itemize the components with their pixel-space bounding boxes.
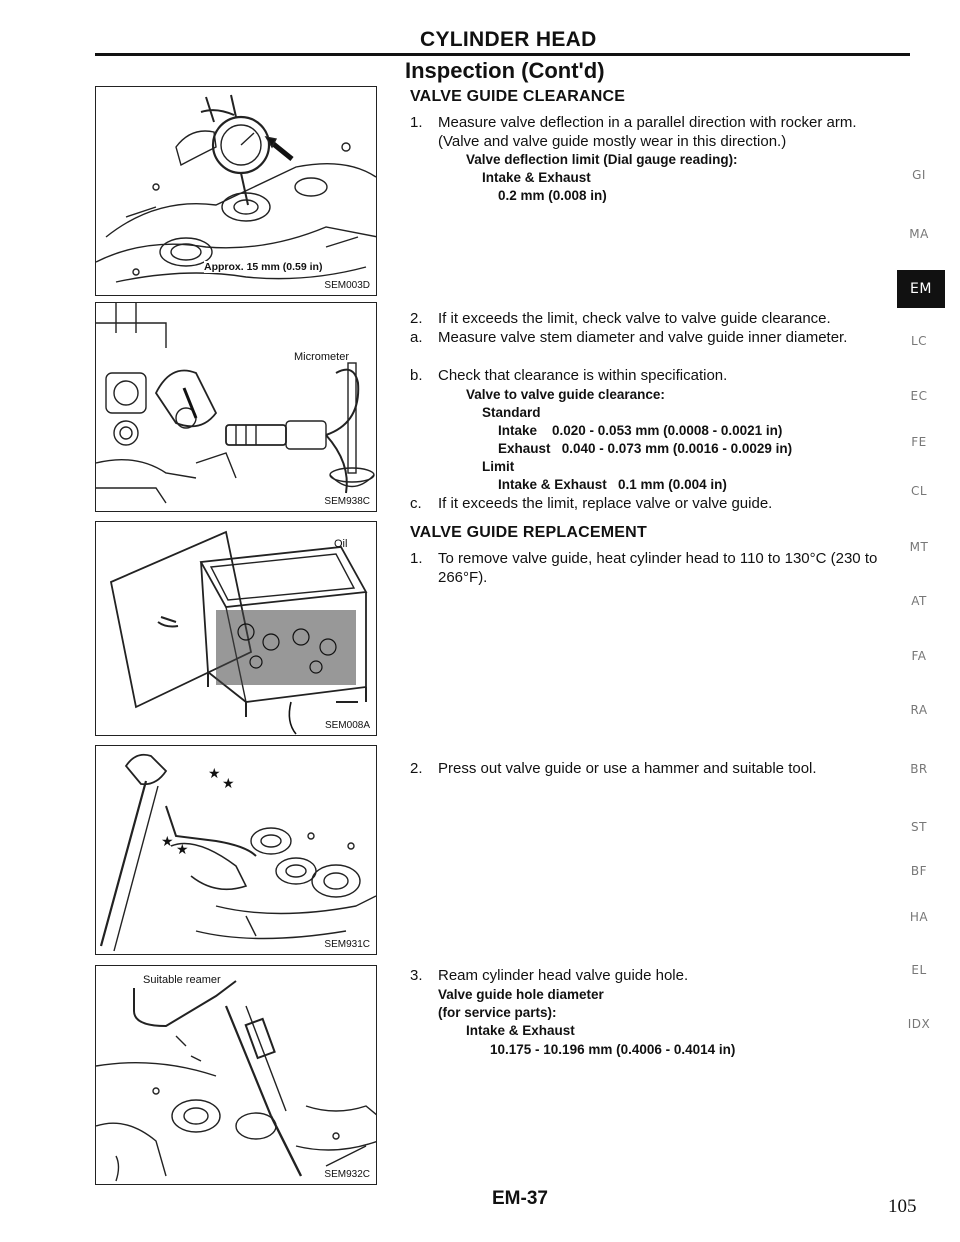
side-tab-idx[interactable]: IDX [907,1017,931,1031]
figure-reamer [95,965,377,1185]
hammer-illustration [96,746,377,955]
svg-text:★: ★ [222,776,235,792]
figure-label-approx: Approx. 15 mm (0.59 in) [204,261,323,273]
page-subtitle: Inspection (Cont'd) [405,58,605,83]
figure-code: SEM938C [324,496,370,507]
side-tab-bf[interactable]: BF [910,864,928,878]
figure-oil-bath [95,521,377,736]
replacement-step-3: 3. Ream cylinder head valve guide hole. [410,967,689,984]
figure-hammer [95,745,377,955]
spec-hole-value: 10.175 - 10.196 mm (0.4006 - 0.4014 in) [490,1042,736,1057]
side-tab-fe[interactable]: FE [911,435,927,449]
spec-clearance-limit-value: Intake & Exhaust 0.1 mm (0.004 in) [498,477,727,492]
side-tab-fa[interactable]: FA [911,649,927,663]
spec-hole-title: Valve guide hole diameter [438,987,604,1002]
spec-deflection-sub: Intake & Exhaust [482,170,591,185]
side-tab-ec[interactable]: EC [910,389,928,403]
side-tab-ra[interactable]: RA [910,703,928,717]
micrometer-illustration [96,303,377,512]
clearance-step-c: c. If it exceeds the limit, replace valve or valve guide. [410,495,773,512]
figure-code: SEM931C [324,939,370,950]
oil-bath-illustration [96,522,377,736]
spec-clearance-intake: Intake 0.020 - 0.053 mm (0.0008 - 0.0021 in) [498,423,783,438]
svg-text:★: ★ [161,834,174,850]
side-tab-st[interactable]: ST [911,820,927,834]
clearance-step-a: a. Measure valve stem diameter and valve guide inner diameter. [410,329,848,346]
figure-label-micrometer: Micrometer [294,351,350,363]
side-tab-gi[interactable]: GI [912,168,926,182]
svg-text:★: ★ [176,842,189,858]
replacement-step-1: 1. To remove valve guide, heat cylinder head to 110 to 130°C (230 to 266°F). [410,550,878,586]
figure-code: SEM003D [324,280,370,291]
section-heading-clearance: VALVE GUIDE CLEARANCE [410,88,626,105]
spec-deflection-value: 0.2 mm (0.008 in) [498,188,607,203]
spec-clearance-limit: Limit [482,459,515,474]
figure-dial-gauge [95,86,377,296]
side-tab-mt[interactable]: MT [909,540,929,554]
page-header-title: CYLINDER HEAD [420,28,597,51]
side-tab-br[interactable]: BR [910,762,928,776]
side-tab-lc[interactable]: LC [910,334,928,348]
clearance-step-1: 1. Measure valve deflection in a parallel direction with rocker arm. (Valve and valve guide mostly wear in this direction.) [410,114,857,150]
reamer-illustration [96,966,377,1185]
spec-clearance-exhaust: Exhaust 0.040 - 0.073 mm (0.0016 - 0.0029 in) [498,441,793,456]
figure-label-reamer: Suitable reamer [143,974,221,986]
footer-section-code: EM-37 [492,1188,548,1209]
figure-micrometer [95,302,377,512]
page-number: 105 [888,1196,917,1217]
figure-label-oil: Oil [334,538,348,550]
replacement-step-2: 2. Press out valve guide or use a hammer and suitable tool. [410,760,817,777]
side-tab-el[interactable]: EL [911,963,927,977]
section-heading-replacement: VALVE GUIDE REPLACEMENT [410,524,647,541]
spec-clearance-title: Valve to valve guide clearance: [466,387,665,402]
svg-text:★: ★ [208,766,221,782]
side-tab-at[interactable]: AT [911,594,927,608]
spec-hole-title-2: (for service parts): [438,1005,557,1020]
side-tab-em[interactable]: EM [897,270,945,308]
side-tab-cl[interactable]: CL [910,484,928,498]
clearance-step-2: 2. If it exceeds the limit, check valve to valve guide clearance. [410,310,831,327]
spec-clearance-standard: Standard [482,405,541,420]
side-tab-ma[interactable]: MA [909,227,929,241]
header-rule [95,53,910,56]
figure-code: SEM008A [324,720,370,731]
side-tab-ha[interactable]: HA [909,910,929,924]
spec-hole-sub: Intake & Exhaust [466,1023,575,1038]
spec-deflection-title: Valve deflection limit (Dial gauge reading): [466,152,738,167]
clearance-step-b: b. Check that clearance is within specification. [410,367,728,384]
figure-code: SEM932C [324,1169,370,1180]
